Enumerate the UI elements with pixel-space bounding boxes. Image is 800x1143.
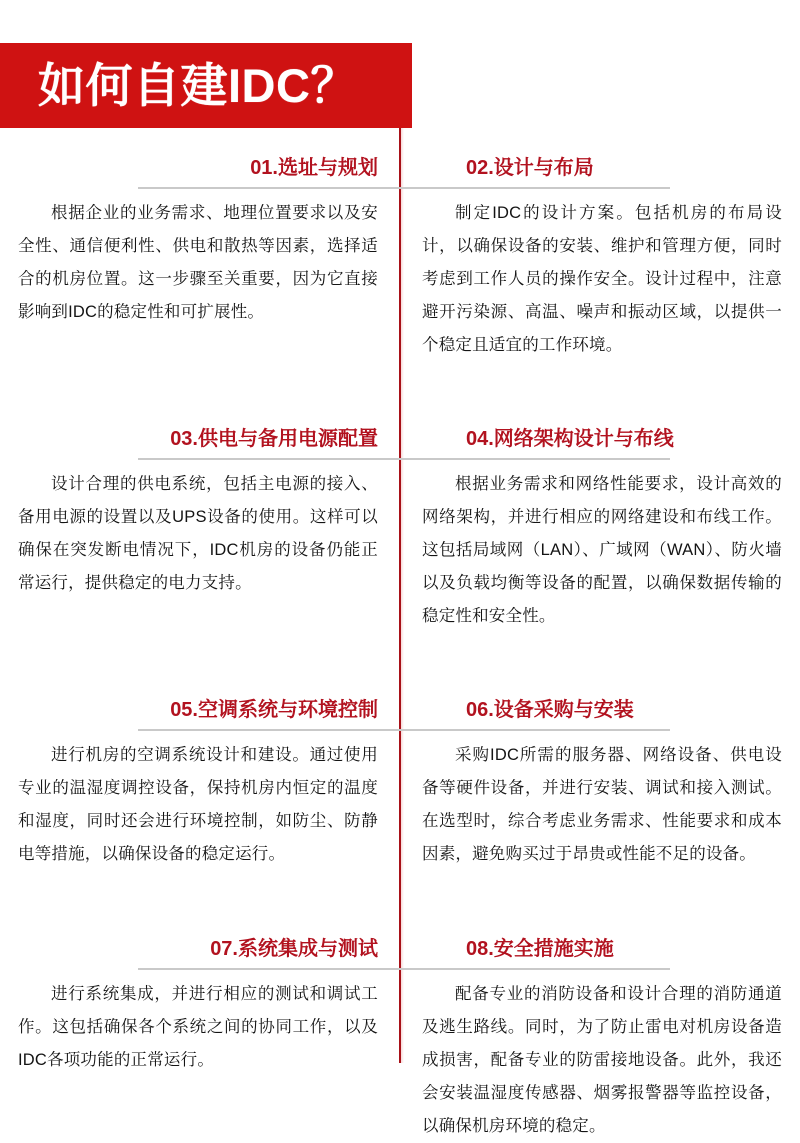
section-card-08 [400,907,800,1143]
section-rule-06 [400,729,670,731]
section-row [0,397,800,668]
section-heading-07: 07.系统集成与测试 [210,938,378,960]
section-body-07: 进行系统集成，并进行相应的测试和调试工作。这包括确保各个系统之间的协同工作，以及IDC各项功能的正常运行。 [18,985,378,1069]
section-body-06: 采购IDC所需的服务器、网络设备、供电设备等硬件设备，并进行安装、调试和接入测试。在选型时，综合考虑业务需求、性能要求和成本因素，避免购买过于昂贵或性能不足的设备。 [422,746,782,863]
section-body-04: 根据业务需求和网络性能要求，设计高效的网络架构，并进行相应的网络建设和布线工作。这包括局域网（LAN）、广域网（WAN）、防火墙以及负载均衡等设备的配置，以确保数据传输的稳定性和安全性。 [422,475,782,625]
section-heading-01: 01.选址与规划 [250,157,378,179]
section-card-05 [0,668,400,907]
section-heading-06: 06.设备采购与安装 [466,699,634,721]
title-banner [0,43,412,128]
section-row [0,668,800,907]
section-body-08: 配备专业的消防设备和设计合理的消防通道及逃生路线。同时，为了防止雷电对机房设备造成损害，配备专业的防雷接地设备。此外，我还会安装温湿度传感器、烟雾报警器等监控设备，以确保机房环境的稳定。 [422,985,782,1135]
sections-grid [0,128,800,1143]
section-card-03 [0,397,400,668]
section-rule-07 [138,968,400,970]
page-title: 如何自建IDC？ [38,59,358,112]
section-rule-08 [400,968,670,970]
section-card-07 [0,907,400,1143]
section-row [0,907,800,1143]
section-card-02 [400,128,800,397]
title-banner-background [0,43,412,128]
section-body-03: 设计合理的供电系统，包括主电源的接入、备用电源的设置以及UPS设备的使用。这样可以确保在突发断电情况下，IDC机房的设备仍能正常运行，提供稳定的电力支持。 [18,475,378,592]
section-rule-05 [138,729,400,731]
section-row [0,128,800,397]
section-body-02: 制定IDC的设计方案。包括机房的布局设计，以确保设备的安装、维护和管理方便，同时考虑到工作人员的操作安全。设计过程中，注意避开污染源、高温、噪声和振动区域，以提供一个稳定且适宜的工作环境。 [422,204,782,354]
section-rule-03 [138,458,400,460]
section-heading-05: 05.空调系统与环境控制 [170,699,378,721]
section-rule-02 [400,187,670,189]
section-card-01 [0,128,400,397]
section-heading-04: 04.网络架构设计与布线 [466,428,674,450]
section-rule-04 [400,458,670,460]
section-card-06 [400,668,800,907]
section-body-01: 根据企业的业务需求、地理位置要求以及安全性、通信便利性、供电和散热等因素，选择适合的机房位置。这一步骤至关重要，因为它直接影响到IDC的稳定性和可扩展性。 [18,204,378,321]
section-heading-08: 08.安全措施实施 [466,938,614,960]
section-card-04 [400,397,800,668]
section-heading-02: 02.设计与布局 [466,157,594,179]
section-body-05: 进行机房的空调系统设计和建设。通过使用专业的温湿度调控设备，保持机房内恒定的温度和湿度，同时还会进行环境控制，如防尘、防静电等措施，以确保设备的稳定运行。 [18,746,378,863]
section-heading-03: 03.供电与备用电源配置 [170,428,378,450]
section-rule-01 [138,187,400,189]
